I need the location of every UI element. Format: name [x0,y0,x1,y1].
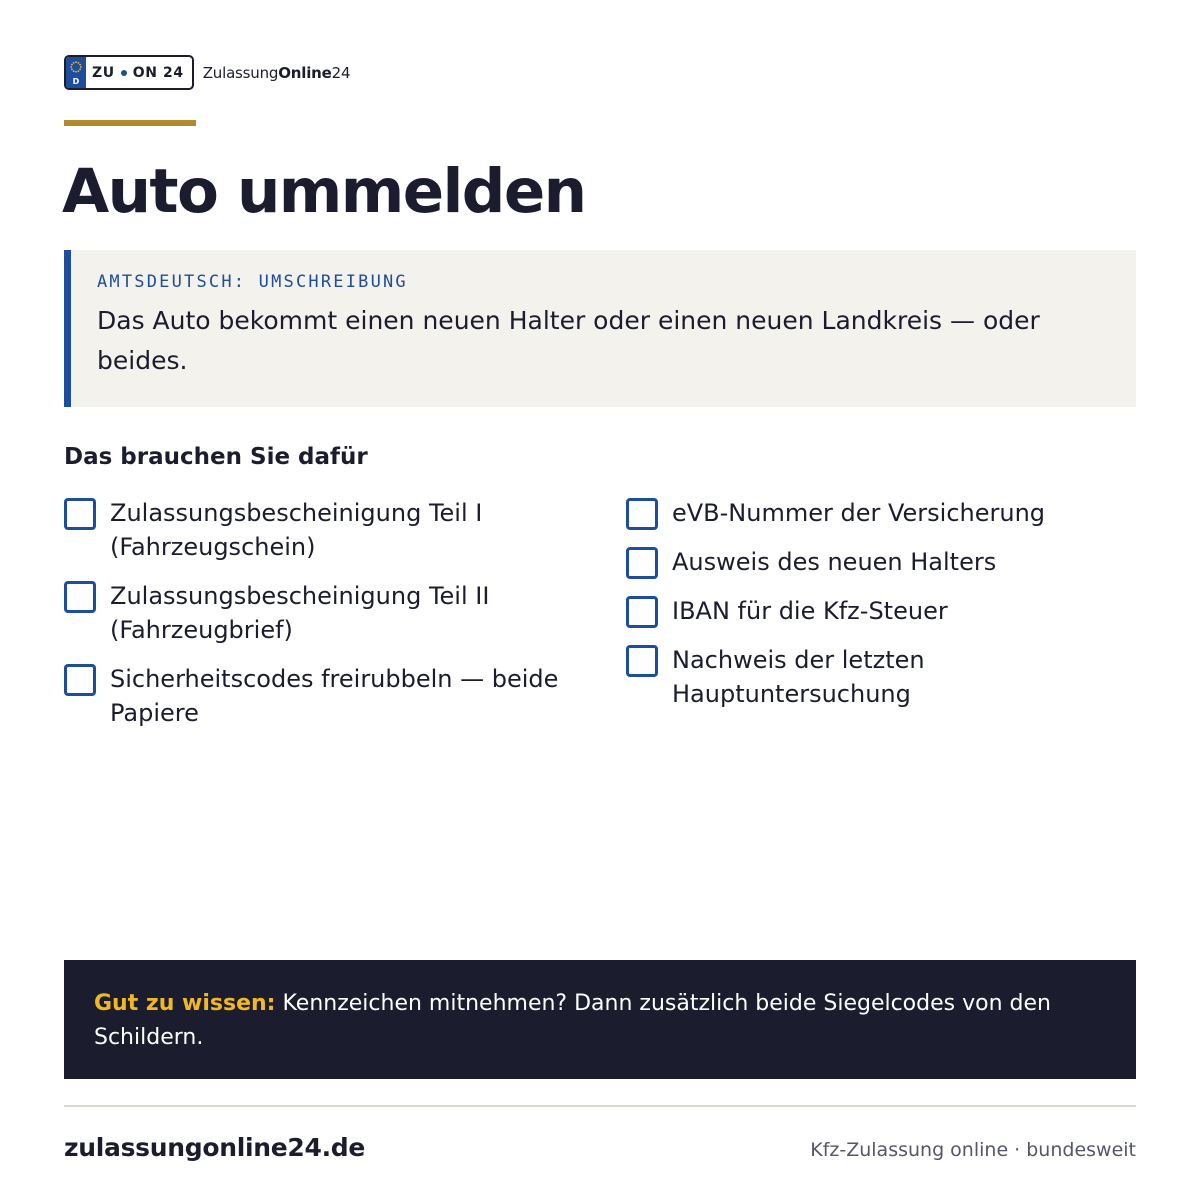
checkbox[interactable] [64,581,96,613]
footer-website-link[interactable]: zulassungonline24.de [64,1133,366,1162]
eu-stars-icon [70,61,82,73]
license-plate-logo [64,55,194,90]
brand-name [203,64,351,82]
checklist-item[interactable] [626,643,1106,711]
checklist-item[interactable] [626,545,1106,579]
brand-bold: Online [278,63,332,82]
page-title: Auto ummelden [62,156,586,227]
checklist-item[interactable] [626,594,1106,628]
checkbox[interactable] [626,498,658,530]
tip-banner [64,960,1136,1079]
eu-band [66,57,86,88]
checkbox[interactable] [626,547,658,579]
checklist-item[interactable] [64,579,584,647]
checklist-item[interactable] [626,496,1106,530]
tip-text [94,987,1106,1055]
checklist-heading: Das brauchen Sie dafür [64,444,368,470]
checklist-left [64,496,584,745]
accent-divider [64,120,196,126]
footer-tagline: Kfz-Zulassung online · bundesweit [810,1139,1136,1161]
footer-divider [64,1105,1136,1107]
definition-box [64,250,1136,407]
checkbox[interactable] [626,645,658,677]
checklist-item-label: Sicherheitscodes freirubbeln — beide Papiere [110,665,559,727]
tip-highlight: Gut zu wissen: [94,991,276,1016]
checkbox[interactable] [64,498,96,530]
plate-left-text: ZU [92,64,115,81]
checklist-item-label: Nachweis der letzten Hauptuntersuchung [672,646,925,708]
definition-text: Das Auto bekommt einen neuen Halter oder einen neuen Landkreis — oder beides. [97,306,1040,375]
checkbox[interactable] [626,596,658,628]
checklist-item-label: IBAN für die Kfz-Steuer [672,597,948,625]
plate-right-text: ON 24 [132,64,184,81]
brand-regular: Zulassung [202,63,279,82]
checklist-right [626,496,1106,726]
checklist-item-label: Ausweis des neuen Halters [672,548,997,576]
tip-body: Kennzeichen mitnehmen? Dann zusätzlich beide Siegelcodes von den Schildern. [94,991,1051,1050]
plate-dot [121,70,127,76]
checklist-item-label: eVB-Nummer der Versicherung [672,499,1046,527]
checkbox[interactable] [64,664,96,696]
logo[interactable] [64,55,350,90]
plate-text [86,65,192,81]
checklist-item[interactable] [64,662,584,730]
definition-label: AMTSDEUTSCH: UMSCHREIBUNG [97,272,408,292]
plate-country-code: D [72,77,80,86]
checklist-item-label: Zulassungsbescheinigung Teil II (Fahrzeugbrief) [110,582,490,644]
checklist-item[interactable] [64,496,584,564]
brand-suffix: 24 [331,63,351,82]
checklist-item-label: Zulassungsbescheinigung Teil I (Fahrzeugschein) [110,499,483,561]
